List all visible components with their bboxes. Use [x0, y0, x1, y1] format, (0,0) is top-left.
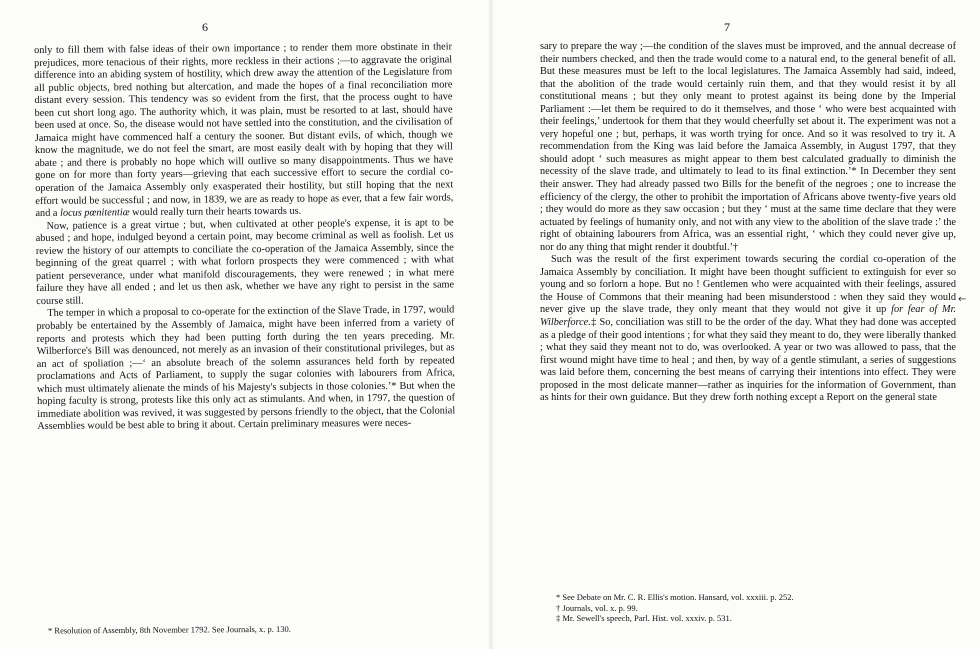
right-page: [494, 0, 980, 649]
page-body: [34, 41, 455, 434]
left-page: [0, 0, 488, 649]
footnote: ‡ Mr. Sewell's speech, Parl. Hist. vol. xxxiv. p. 531.: [556, 613, 732, 624]
italic-phrase: for fear of Mr. Wilberforce.: [540, 304, 957, 329]
paragraph: Such was the result of the first experiment towards securing the cordial co-operation of the Jamaica Assembly by conciliation. It might have been thought sufficient to extinguish for ever so young and so forlorn a hope. But no ! Gentlemen who were acquainted with their feelings, assured the House of Commons that their meaning had been misunderstood : when they said they would never give up the slave trade, they only meant that they would not give it up for fear of Mr. Wilberforce.‡ So, conciliation was still to be the order of the day. What they had done was accepted as a pledge of their good intentions ; for what they said they meant to do, they were liberally thanked ; what they said they meant not to do, was overlooked. A year or two was allowed to pass, that the first wound might have time to heal ; and then, by way of a gentle stimulant, a series of suggestions was laid before them, concerning the best means of carrying their intentions into effect. They were proposed in the most delicate manner—rather as inquiries for the information of Government, than as hints for their own guidance. But they drew forth nothing except a Report on the general state: [540, 254, 957, 404]
page-number: 7: [724, 20, 731, 34]
footnote: † Journals, vol. x. p. 99.: [556, 602, 638, 613]
page-body: [540, 41, 956, 405]
paragraph: sary to prepare the way ;—the condition of the slaves must be improved, and the annual decrease of their numbers checked, and then the trade would come to a natural end, to the general benefit of all. But these measures must be left to the local legislatures. The Jamaica Assembly had said, indeed, that the abolition of the trade would certainly ruin them, and that they would resist it by all constitutional means ; but they only meant to protest against its being done by the Imperial Parliament :—let them be required to do it themselves, and those ‘ who were best acquainted with their feelings,’ undertook for them that they would cheerfully set about it. The experiment was not a very hopeful one ; but, perhaps, it was worth trying for once. And so it was resolved to try it. A recommendation from the King was laid before the Jamaica Assembly, in August 1797, that they should adopt ‘ such measures as might appear to them best calculated gradually to diminish the necessity of the slave trade, and ultimately to lead to its final extinction.’* In December they sent their answer. They had already passed two Bills for the benefit of the negroes ; one to increase the efficiency of the clergy, the other to prohibit the importation of Africans above twenty-five years old ; they would do more as they saw occasion ; but they ‘ must at the same time declare that they were actuated by feelings of humanity only, and not with any view to the abolition of the slave trade :’ the right of obtaining labourers from Africa, was an essential right, ‘ which they could never give up, nor do any thing that might render it doubtful.’†: [540, 41, 956, 253]
paragraph: The temper in which a proposal to co-operate for the extinction of the Slave Trade, in 1797, would probably be entertained by the Assembly of Jamaica, might have been inferred from a variety of reports and protests which they had been putting forth during the ten years preceding. Mr. Wilberforce's Bill was denounced, not merely as an invasion of their constitutional privileges, but as an act of spoliation ;—‘ an absolute breach of the solemn assurances held forth by repeated proclamations and Acts of Parliament, to supply the sugar colonies with labourers from Africa, which must ultimately alienate the minds of his Majesty's subjects in those colonies.’* But when the hoping faculty is strong, protests like this only act as stimulants. And when, in 1797, the question of immediate abolition was revived, it was suggested by persons friendly to the object, that the Colonial Assemblies would be best able to bring it about. Certain preliminary measures were neces-: [36, 304, 456, 433]
footnote: * See Debate on Mr. C. R. Ellis's motion. Hansard, vol. xxxiii. p. 252.: [556, 592, 794, 602]
paragraph: Now, patience is a great virtue ; but, when cultivated at other people's expense, it is apt to be abused ; and hope, indulged beyond a certain point, may become criminal as well as foolish. Let us review the history of our attempts to conciliate the co-operation of the Jamaica Assembly, since the beginning of the great quarrel ; with what forlorn prospects they were commenced ; with what patient perseverance, under what manifold discouragements, they were renewed ; in what mere failure they have all ended ; and let us then ask, whether we have any right to persist in the same course still.: [35, 217, 455, 307]
footnotes: [48, 623, 468, 637]
italic-phrase: locus pœnitentiæ: [60, 207, 130, 219]
page-number: 6: [202, 20, 209, 34]
footnote: * Resolution of Assembly, 8th November 1792. See Journals, x. p. 130.: [47, 623, 291, 636]
margin-arrow-icon: ←: [958, 294, 967, 305]
footnotes: [556, 592, 936, 624]
paragraph: only to fill them with false ideas of their own importance ; to render them more obstinate in their prejudices, more tenacious of their rights, more reckless in their actions ;—to aggravate the original difference into an abiding system of hostility, which drew away the attention of the Legislature from all public objects, bred nothing but altercation, and made the hopes of a final reconciliation more distant every session. This tendency was so evident from the first, that the process ought to have been cut short long ago. The authority which, it was plain, must be resorted to at last, should have been used at once. So, the disease would not have settled into the constitution, and the civilisation of Jamaica might have commenced half a century the sooner. But distant evils, of which, though we know the magnitude, we do not feel the smart, are most easily dealt with by hoping that they will abate ; and there is probably no hope which will outlive so many disappointments. Thus we have gone on for more than forty years—grieving that each successive effort to secure the cordial co-operation of the Jamaica Assembly only exasperated their hostility, but still hoping that the next effort would be successful ; and now, in 1839, we are as ready to hope as ever, that a few fair words, and a locus pœnitentiæ would really turn their hearts towards us.: [34, 41, 454, 220]
